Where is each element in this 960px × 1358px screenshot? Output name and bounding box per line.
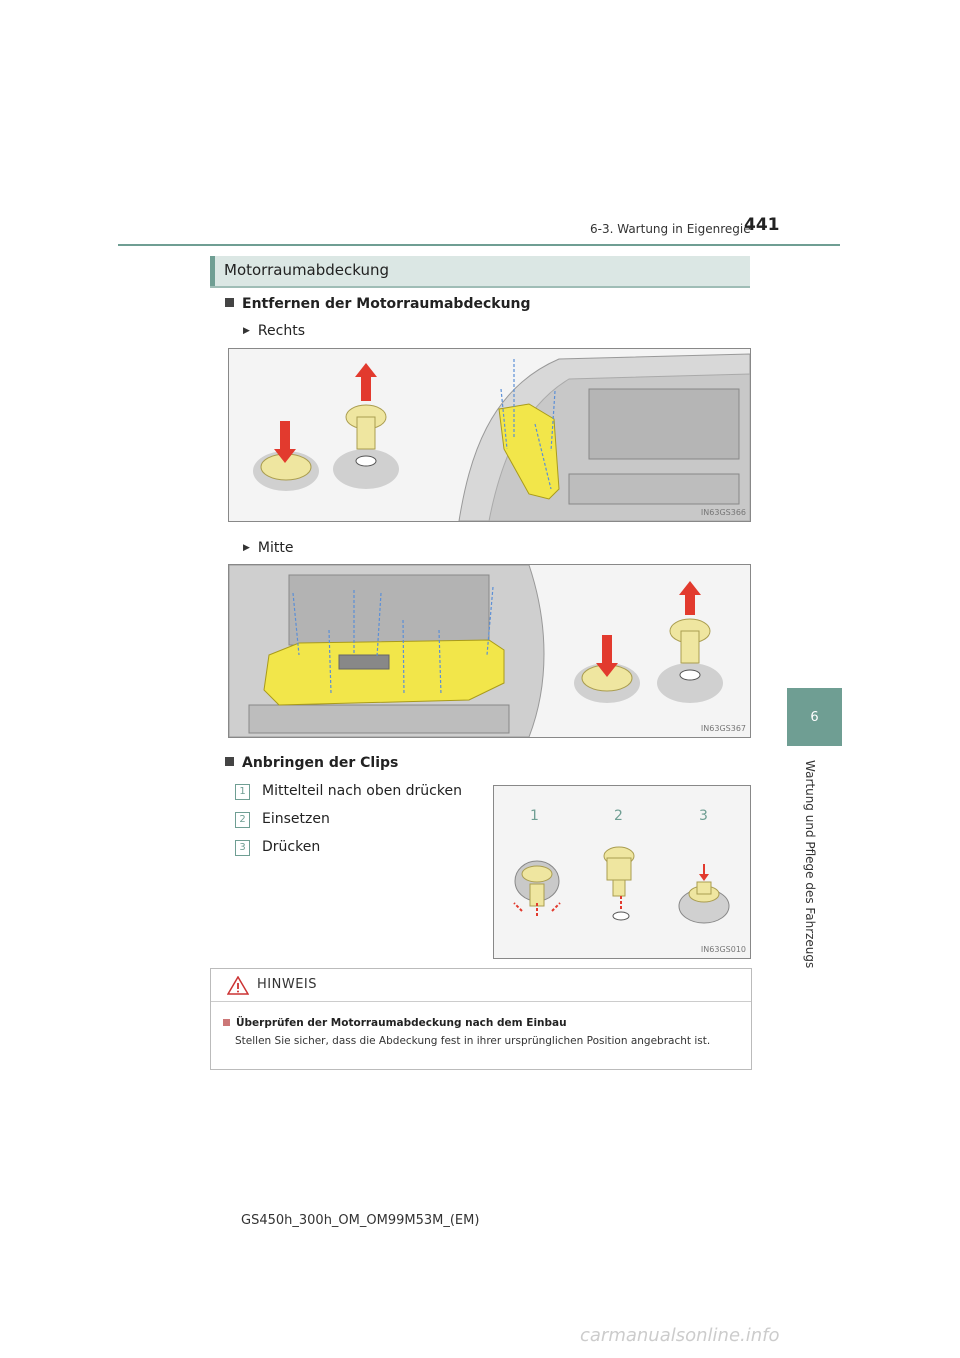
header-rule xyxy=(118,244,840,246)
step-number-1: 1 xyxy=(235,784,250,800)
image-label-2: 2 xyxy=(614,808,623,824)
square-bullet-icon xyxy=(225,298,234,307)
clip-step-1: 1 Mittelteil nach oben drücken xyxy=(235,783,462,800)
section-title: Motorraumabdeckung xyxy=(224,261,390,279)
step-number-2: 2 xyxy=(235,812,250,828)
clips-heading: Anbringen der Clips xyxy=(225,755,398,771)
middle-label: ▶ Mitte xyxy=(243,540,294,556)
image-label-3: 3 xyxy=(699,808,708,824)
image-code: IN63GS367 xyxy=(700,724,746,733)
clip-step-3: 3 Drücken xyxy=(235,839,320,856)
triangle-bullet-icon: ▶ xyxy=(243,543,250,553)
page-number: 441 xyxy=(744,215,780,235)
triangle-bullet-icon: ▶ xyxy=(243,326,250,336)
notice-body: Stellen Sie sicher, dass die Abdeckung fest in ihrer ursprünglichen Position angebracht ist. xyxy=(235,1035,711,1047)
engine-middle-svg xyxy=(229,565,750,737)
warning-triangle-icon xyxy=(227,976,249,995)
section-bar xyxy=(210,256,750,288)
step-number-3: 3 xyxy=(235,840,250,856)
running-header: 6-3. Wartung in Eigenregie xyxy=(590,222,751,236)
square-bullet-icon xyxy=(225,757,234,766)
section-bar-accent xyxy=(210,256,215,286)
right-label: ▶ Rechts xyxy=(243,323,305,339)
engine-cover-right-illustration xyxy=(228,348,751,522)
engine-right-svg xyxy=(229,349,750,521)
notice-box xyxy=(210,968,752,1070)
image-label-1: 1 xyxy=(530,808,539,824)
notice-header xyxy=(211,969,751,1002)
notice-title: HINWEIS xyxy=(257,977,317,992)
chapter-title: Wartung und Pflege des Fahrzeugs xyxy=(803,760,817,969)
chapter-number: 6 xyxy=(810,709,819,725)
removal-heading: Entfernen der Motorraumabdeckung xyxy=(225,296,531,312)
clip-steps-illustration xyxy=(493,785,751,959)
square-bullet-icon xyxy=(223,1019,230,1026)
document-id: GS450h_300h_OM_OM99M53M_(EM) xyxy=(241,1213,480,1228)
image-code: IN63GS366 xyxy=(700,508,746,517)
clip-step-2: 2 Einsetzen xyxy=(235,811,330,828)
chapter-tab xyxy=(787,688,842,746)
engine-cover-middle-illustration xyxy=(228,564,751,738)
image-code: IN63GS010 xyxy=(700,945,746,954)
notice-subtitle: Überprüfen der Motorraumabdeckung nach dem Einbau xyxy=(223,1017,567,1029)
chapter-title-vertical xyxy=(790,760,830,1040)
watermark: carmanualsonline.info xyxy=(580,1325,780,1346)
